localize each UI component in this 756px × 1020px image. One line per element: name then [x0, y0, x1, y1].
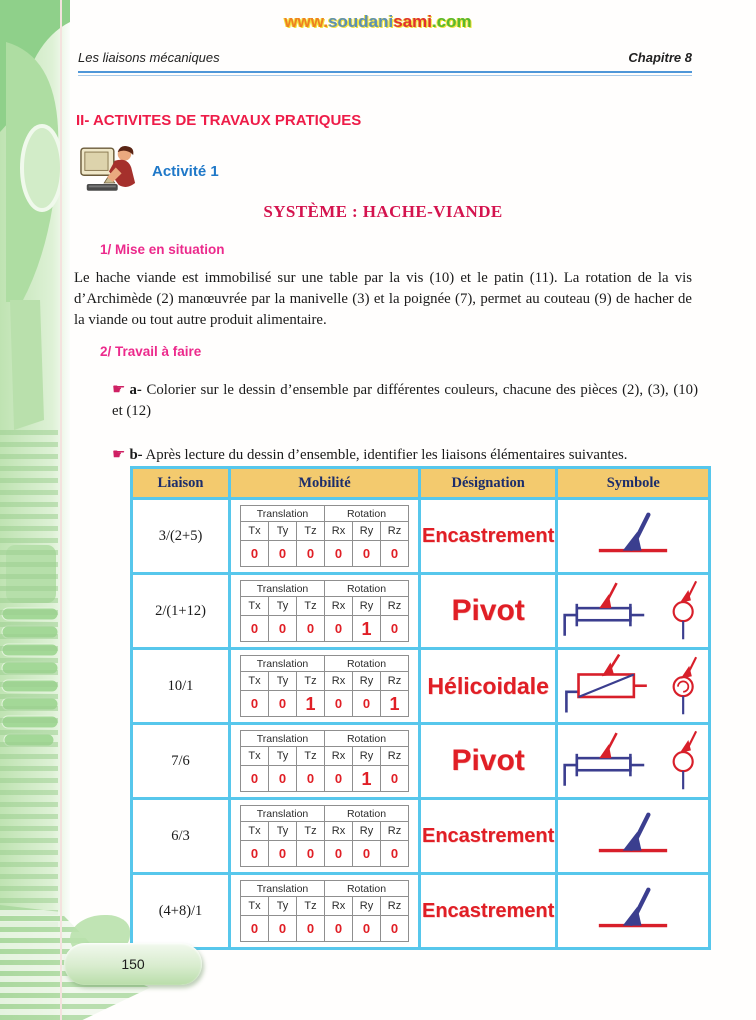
table-row [132, 874, 710, 949]
liaison-cell: 10/1 [132, 649, 230, 724]
mobility-group-header: Translation [241, 581, 325, 597]
helicoidale-symbol-icon [559, 652, 707, 716]
mobility-value: 0 [269, 541, 297, 567]
designation-cell: Encastrement [420, 499, 557, 574]
mobility-group-header: Translation [241, 731, 325, 747]
liaison-cell: 6/3 [132, 799, 230, 874]
mobility-value: 0 [241, 766, 269, 792]
mobility-value: 0 [381, 766, 409, 792]
mobility-axis-label: Ry [353, 672, 381, 691]
table-row [132, 649, 710, 724]
table-header-cell: Symbole [557, 468, 710, 499]
mobility-value: 0 [241, 541, 269, 567]
mobility-value: 0 [297, 766, 325, 792]
situation-paragraph: Le hache viande est immobilisé sur une table par la vis (10) et le patin (11). La rotation de la vis d’Archimède (2) manœuvrée par la manivelle (3) et la poignée (7), permet au couteau (9) de hacher de la viande ou tout autre produit alimentaire. [74, 270, 692, 328]
mobility-value: 0 [353, 916, 381, 942]
mobility-value: 0 [325, 616, 353, 642]
running-header [78, 50, 692, 73]
symbol-cell [557, 874, 710, 949]
mobility-group-header: Translation [241, 506, 325, 522]
designation-cell: Encastrement [420, 874, 557, 949]
mobility-axis-label: Ty [269, 597, 297, 616]
liaison-table [130, 466, 711, 950]
travail-item-label: a- [129, 382, 142, 398]
mobility-axis-label: Tz [297, 672, 325, 691]
symbol-cell [557, 499, 710, 574]
liaison-cell: (4+8)/1 [132, 874, 230, 949]
mobility-group-header: Rotation [325, 731, 409, 747]
mobility-value: 0 [269, 841, 297, 867]
activity-label: Activité 1 [152, 163, 219, 180]
mobility-group-header: Rotation [325, 506, 409, 522]
mobility-value: 1 [353, 616, 381, 642]
mobility-axis-label: Tz [297, 897, 325, 916]
section-title: II- ACTIVITES DE TRAVAUX PRATIQUES [76, 112, 362, 129]
mobility-value: 0 [325, 841, 353, 867]
mobility-axis-label: Ry [353, 522, 381, 541]
site-url-segment: .com [432, 12, 472, 31]
site-url [0, 12, 756, 32]
mobility-value: 0 [297, 916, 325, 942]
mobility-axis-label: Rx [325, 597, 353, 616]
mobility-mini-table [240, 805, 409, 867]
mobility-value: 0 [297, 841, 325, 867]
mobility-cell [230, 649, 420, 724]
mobility-value: 0 [297, 616, 325, 642]
mobility-mini-table [240, 880, 409, 942]
mobility-axis-label: Tx [241, 747, 269, 766]
band-stripe-texture [0, 430, 58, 930]
mobility-axis-label: Tz [297, 597, 325, 616]
encastrement-symbol-icon [592, 881, 674, 936]
site-url-segment: soudani [328, 12, 394, 31]
designation-cell: Hélicoidale [420, 649, 557, 724]
mobility-axis-label: Ty [269, 522, 297, 541]
mobility-value: 0 [269, 691, 297, 717]
mobility-axis-label: Rx [325, 672, 353, 691]
mobility-axis-label: Ry [353, 822, 381, 841]
liaison-cell: 7/6 [132, 724, 230, 799]
pointing-hand-icon: ☛ [112, 446, 126, 463]
mobility-axis-label: Rz [381, 822, 409, 841]
mobility-cell [230, 499, 420, 574]
mobility-value: 0 [353, 691, 381, 717]
mobility-axis-label: Rx [325, 747, 353, 766]
mobility-cell [230, 799, 420, 874]
pointing-hand-icon: ☛ [112, 382, 126, 398]
travail-item-text: Après lecture du dessin d’ensemble, identifier les liaisons élémentaires suivantes. [145, 446, 628, 463]
mobility-axis-label: Tx [241, 672, 269, 691]
mobility-axis-label: Rz [381, 597, 409, 616]
mobility-value: 0 [241, 916, 269, 942]
table-row [132, 724, 710, 799]
page-number-pill [64, 943, 202, 985]
mobility-mini-table [240, 580, 409, 642]
liaison-cell: 3/(2+5) [132, 499, 230, 574]
table-header-cell: Mobilité [230, 468, 420, 499]
mobility-value: 0 [241, 616, 269, 642]
computer-user-icon [80, 142, 138, 195]
heading-travail-a-faire: 2/ Travail à faire [100, 344, 202, 359]
activity-row [80, 142, 219, 195]
mobility-value: 0 [353, 541, 381, 567]
table-header-cell: Désignation [420, 468, 557, 499]
mobility-group-header: Rotation [325, 656, 409, 672]
mobility-axis-label: Rx [325, 522, 353, 541]
pivot-symbol-icon [559, 577, 707, 641]
pivot-symbol-icon [559, 727, 707, 791]
travail-item-text: Colorier sur le dessin d’ensemble par différentes couleurs, chacune des pièces (2), (3), (10) et (12) [112, 382, 699, 419]
designation-cell: Pivot [420, 574, 557, 649]
band-separator-line [60, 0, 62, 1020]
mobility-axis-label: Rz [381, 897, 409, 916]
site-url-segment: sami [393, 12, 432, 31]
mobility-value: 1 [381, 691, 409, 717]
table-header-cell: Liaison [132, 468, 230, 499]
mobility-group-header: Translation [241, 656, 325, 672]
mobility-axis-label: Tz [297, 822, 325, 841]
symbol-cell [557, 799, 710, 874]
mobility-axis-label: Ty [269, 672, 297, 691]
liaison-table-head [132, 468, 710, 499]
mobility-mini-table [240, 730, 409, 792]
mobility-axis-label: Ty [269, 897, 297, 916]
mobility-value: 0 [241, 691, 269, 717]
table-row [132, 499, 710, 574]
mobility-axis-label: Tz [297, 522, 325, 541]
designation-cell: Encastrement [420, 799, 557, 874]
mobility-axis-label: Tx [241, 822, 269, 841]
encastrement-symbol-icon [592, 806, 674, 861]
system-title: SYSTÈME : HACHE-VIANDE [263, 202, 503, 221]
mobility-value: 0 [325, 916, 353, 942]
mobility-axis-label: Ty [269, 747, 297, 766]
mobility-value: 0 [325, 691, 353, 717]
mobility-axis-label: Tz [297, 747, 325, 766]
encastrement-symbol-icon [592, 506, 674, 561]
travail-item [112, 445, 698, 466]
mobility-axis-label: Rz [381, 522, 409, 541]
mobility-group-header: Rotation [325, 881, 409, 897]
mobility-value: 0 [353, 841, 381, 867]
mobility-value: 0 [381, 841, 409, 867]
mobility-group-header: Rotation [325, 806, 409, 822]
mobility-value: 0 [269, 766, 297, 792]
mobility-mini-table [240, 655, 409, 717]
mobility-mini-table [240, 505, 409, 567]
symbol-cell [557, 649, 710, 724]
mobility-axis-label: Rx [325, 897, 353, 916]
page-number: 150 [121, 956, 145, 972]
table-row [132, 799, 710, 874]
mobility-value: 0 [325, 766, 353, 792]
mobility-group-header: Translation [241, 806, 325, 822]
designation-cell: Pivot [420, 724, 557, 799]
symbol-cell [557, 724, 710, 799]
mobility-axis-label: Rz [381, 672, 409, 691]
mobility-value: 0 [269, 916, 297, 942]
travail-item-label: b- [129, 446, 143, 463]
mobility-cell [230, 874, 420, 949]
mobility-axis-label: Tx [241, 522, 269, 541]
liaison-cell: 2/(1+12) [132, 574, 230, 649]
mobility-axis-label: Ry [353, 747, 381, 766]
mobility-axis-label: Tx [241, 597, 269, 616]
mobility-axis-label: Rx [325, 822, 353, 841]
site-url-segment: www. [284, 12, 329, 31]
running-header-left: Les liaisons mécaniques [78, 50, 220, 65]
mobility-value: 1 [297, 691, 325, 717]
mobility-axis-label: Ry [353, 597, 381, 616]
travail-item [112, 380, 698, 422]
mobility-value: 0 [297, 541, 325, 567]
mobility-value: 1 [353, 766, 381, 792]
mobility-cell [230, 724, 420, 799]
heading-mise-en-situation: 1/ Mise en situation [100, 242, 225, 257]
liaison-table-body [132, 499, 710, 949]
symbol-cell [557, 574, 710, 649]
running-header-right: Chapitre 8 [628, 50, 692, 65]
mobility-axis-label: Rz [381, 747, 409, 766]
table-row [132, 574, 710, 649]
mobility-axis-label: Tx [241, 897, 269, 916]
mobility-value: 0 [381, 616, 409, 642]
mobility-value: 0 [325, 541, 353, 567]
mobility-group-header: Translation [241, 881, 325, 897]
mobility-cell [230, 574, 420, 649]
mobility-value: 0 [269, 616, 297, 642]
mobility-axis-label: Ty [269, 822, 297, 841]
mobility-value: 0 [381, 541, 409, 567]
mobility-value: 0 [381, 916, 409, 942]
mobility-value: 0 [241, 841, 269, 867]
mobility-axis-label: Ry [353, 897, 381, 916]
table-header-row [132, 468, 710, 499]
mobility-group-header: Rotation [325, 581, 409, 597]
